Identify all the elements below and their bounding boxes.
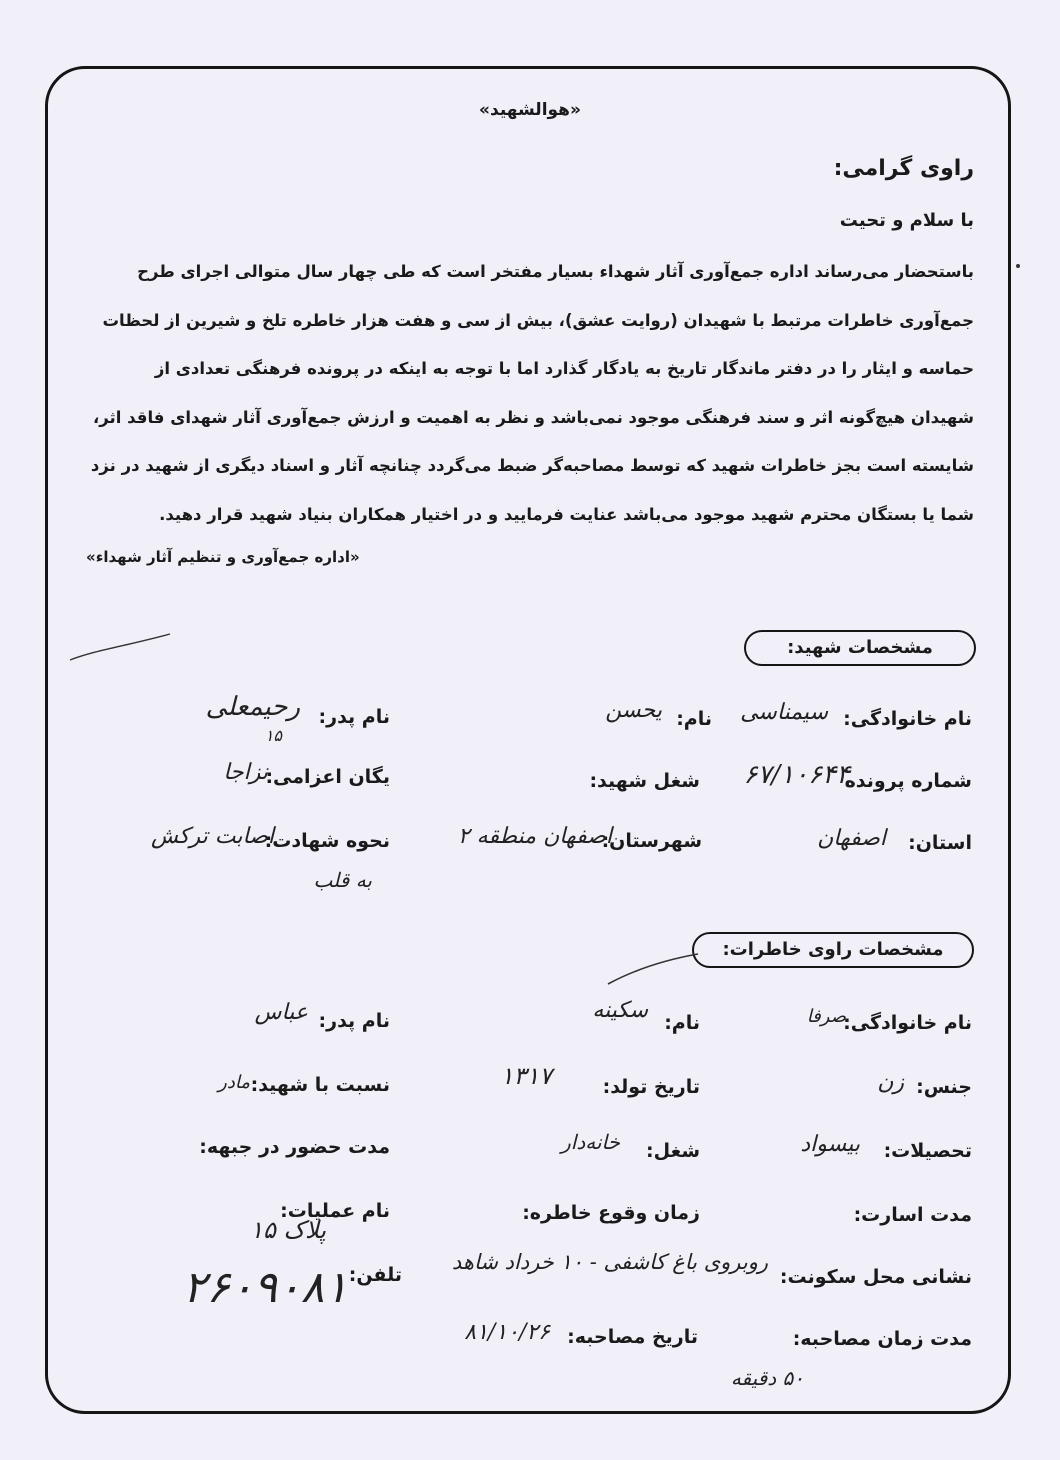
martyr-father-value: رحیمعلی xyxy=(205,692,300,722)
address-label: نشانی محل سکونت: xyxy=(779,1266,972,1288)
unit-value: نزاجا xyxy=(223,760,268,785)
martyr-family-value: سیمناسی xyxy=(740,700,828,725)
address-value: روبروی باغ کاشفی - ۱۰ خرداد شاهد xyxy=(451,1250,768,1274)
narrator-family-value: صرفا xyxy=(806,1006,846,1027)
interview-date-label: تاریخ مصاحبه: xyxy=(567,1326,698,1348)
martyr-name-label: نام: xyxy=(676,708,712,730)
phone-value: ۲۶۰۹۰۸۱ xyxy=(182,1262,348,1313)
birth-date-label: تاریخ تولد: xyxy=(602,1076,700,1098)
front-duration-label: مدت حضور در جبهه: xyxy=(199,1136,390,1158)
martyr-father-note: ۱۵ xyxy=(264,726,282,745)
memory-time-label: زمان وقوع خاطره: xyxy=(522,1202,700,1224)
relation-label: نسبت با شهید: xyxy=(250,1074,390,1096)
pen-scribble xyxy=(66,620,176,670)
page-title: «هوالشهید» xyxy=(479,100,581,120)
gender-label: جنس: xyxy=(916,1076,972,1098)
death-manner-label: نحوه شهادت: xyxy=(264,830,390,852)
letter-line: شهیدان هیچ‌گونه اثر و سند فرهنگی موجود نمی‌باشد و نظر به اهمیت و ارزش جمع‌آوری آثار شهدای فاقد اثر، xyxy=(93,407,974,427)
relation-value: مادر xyxy=(218,1072,250,1093)
interview-duration-label: مدت زمان مصاحبه: xyxy=(792,1328,972,1350)
education-label: تحصیلات: xyxy=(883,1140,972,1162)
interview-duration-value: ۵۰ دقیقه xyxy=(730,1366,804,1390)
paper-mark xyxy=(1012,250,1032,280)
narrator-father-label: نام پدر: xyxy=(318,1010,390,1032)
unit-label: یگان اعزامی: xyxy=(265,766,390,788)
greeting: با سلام و تحیت xyxy=(839,210,974,231)
narrator-section-title: مشخصات راوی خاطرات: xyxy=(692,932,974,968)
letter-line: شایسته است بجز خاطرات شهید که توسط مصاحبه‌گر ضبط می‌گردد چنانچه آثار و اسناد دیگری از شهید در نزد xyxy=(90,456,974,475)
letter-line: جمع‌آوری خاطرات مرتبط با شهیدان (روایت عشق)، بیش از سی و هفت هزار خاطره تلخ و شیرین از لحظات xyxy=(102,310,974,330)
salutation: راوی گرامی: xyxy=(833,156,974,181)
letter-line: حماسه و ایثار را در دفتر ماندگار تاریخ به یادگار گذارد اما با توجه به اینکه در پرونده فرهنگی تعدادی از xyxy=(154,359,974,378)
narrator-job-value: خانه‌دار xyxy=(561,1130,620,1154)
martyr-family-label: نام خانوادگی: xyxy=(843,708,972,730)
address-note: پلاک ۱۵ xyxy=(250,1216,326,1244)
pen-stroke xyxy=(604,950,704,990)
letter-line: شما یا بستگان محترم شهید موجود می‌باشد عنایت فرمایید و در اختیار همکاران بنیاد شهید قرار دهید. xyxy=(159,504,974,524)
phone-label: تلفن: xyxy=(348,1264,402,1286)
martyr-father-label: نام پدر: xyxy=(318,706,390,728)
gender-value: زن xyxy=(877,1070,904,1095)
letter-body xyxy=(86,248,974,539)
letter-signoff: «اداره جمع‌آوری و تنظیم آثار شهداء» xyxy=(86,548,360,566)
file-number-value: ۶۷/۱۰۶۴۴ xyxy=(743,760,850,790)
martyr-job-label: شغل شهید: xyxy=(589,770,700,792)
operation-label: نام عملیات: xyxy=(280,1200,390,1222)
province-value: اصفهان xyxy=(817,826,886,851)
province-label: استان: xyxy=(908,832,972,854)
captivity-label: مدت اسارت: xyxy=(853,1204,972,1226)
narrator-name-value: سکینه xyxy=(592,998,648,1023)
birth-date-value: ۱۳۱۷ xyxy=(500,1062,552,1090)
narrator-father-value: عباس xyxy=(254,1000,308,1025)
letter-line: باستحضار می‌رساند اداره جمع‌آوری آثار شهداء بسیار مفتخر است که طی چهار سال متوالی اجرای طرح xyxy=(137,262,974,281)
city-label: شهرستان: xyxy=(601,830,702,852)
interview-date-value: ۸۱/۱۰/۲۶ xyxy=(464,1320,550,1345)
martyr-name-value: یحسن xyxy=(605,698,662,723)
narrator-job-label: شغل: xyxy=(646,1140,700,1162)
death-manner-value-2: به قلب xyxy=(313,868,372,892)
narrator-name-label: نام: xyxy=(664,1012,700,1034)
education-value: بیسواد xyxy=(800,1132,860,1157)
city-value: اصفهان منطقه ۲ xyxy=(457,824,612,849)
file-number-label: شماره پرونده xyxy=(844,770,972,792)
martyr-section-title: مشخصات شهید: xyxy=(744,630,976,666)
death-manner-value: اصابت ترکش xyxy=(151,824,274,849)
narrator-family-label: نام خانوادگی: xyxy=(843,1012,972,1034)
